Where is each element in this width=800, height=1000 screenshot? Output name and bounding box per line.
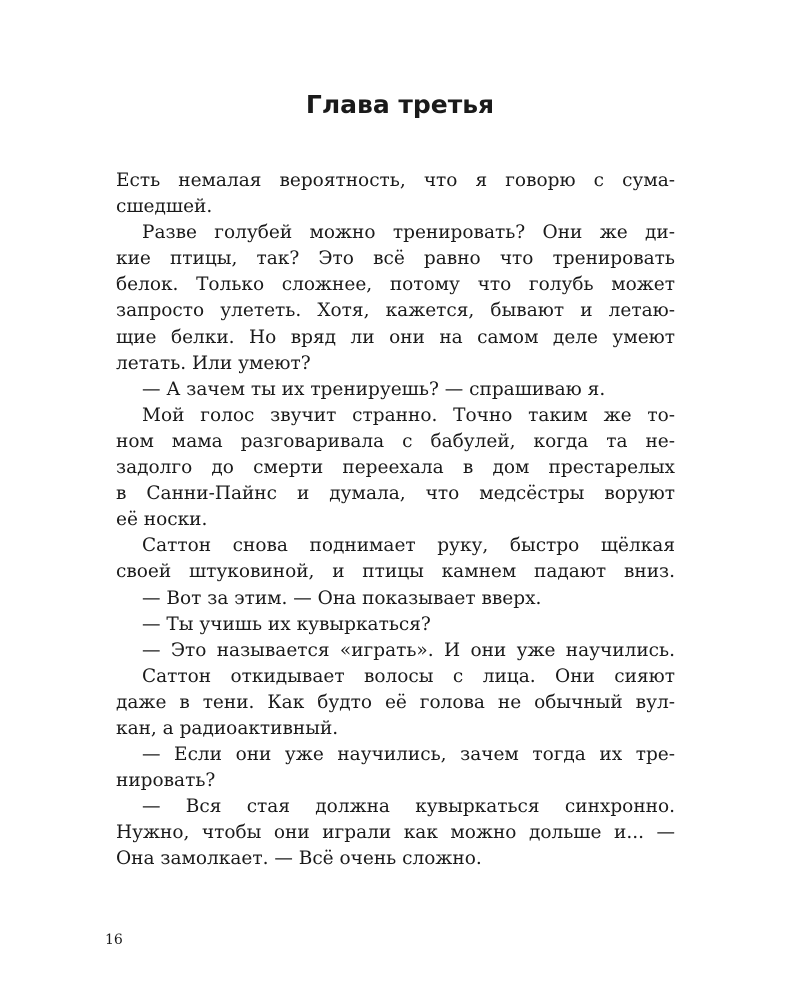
text-line: Саттон откидывает волосы с лица. Они сияют <box>142 665 675 687</box>
text-line: — Ты учишь их кувыркаться? <box>142 613 431 635</box>
text-line: сшедшей. <box>116 196 213 218</box>
text-line: в Санни-Пайнс и думала, что медсёстры воруют <box>116 483 675 505</box>
text-line: запросто улететь. Хотя, кажется, бывают и летаю- <box>116 300 675 322</box>
text-line: своей штуковиной, и птицы камнем падают вниз. <box>116 561 675 583</box>
text-line: белок. Только сложнее, потому что голубь может <box>116 274 675 296</box>
text-line: Разве голубей можно тренировать? Они же ди- <box>142 222 675 244</box>
text-line: — Это называется «играть». И они уже научились. <box>142 639 675 661</box>
text-line: задолго до смерти переехала в дом престарелых <box>116 457 675 479</box>
text-line: кие птицы, так? Это всё равно что тренировать <box>116 248 675 270</box>
text-line: её носки. <box>116 509 208 531</box>
body-text <box>116 168 675 873</box>
text-line: Она замолкает. — Всё очень сложно. <box>116 848 482 870</box>
page-number: 16 <box>105 932 123 948</box>
text-line: кан, а радиоактивный. <box>116 717 339 739</box>
text-line: — А зачем ты их тренируешь? — спрашиваю я. <box>142 378 606 400</box>
text-line: даже в тени. Как будто её голова не обычный вул- <box>116 691 675 713</box>
text-line: Мой голос звучит странно. Точно таким же то- <box>142 404 675 426</box>
text-line: щие белки. Но вряд ли они на самом деле умеют <box>116 326 675 348</box>
text-line: нировать? <box>116 770 216 792</box>
text-line: — Вся стая должна кувыркаться синхронно. <box>142 796 675 818</box>
text-line: — Вот за этим. — Она показывает вверх. <box>142 587 542 609</box>
chapter-title: Глава третья <box>305 90 495 119</box>
text-line: — Если они уже научились, зачем тогда их тре- <box>142 744 675 766</box>
text-line: летать. Или умеют? <box>116 352 311 374</box>
text-line: Нужно, чтобы они играли как можно дольше и... — <box>116 822 675 844</box>
text-line: ном мама разговаривала с бабулей, когда та не- <box>116 430 675 452</box>
text-line: Есть немалая вероятность, что я говорю с сума- <box>116 170 675 191</box>
text-line: Саттон снова поднимает руку, быстро щёлкая <box>142 535 675 557</box>
